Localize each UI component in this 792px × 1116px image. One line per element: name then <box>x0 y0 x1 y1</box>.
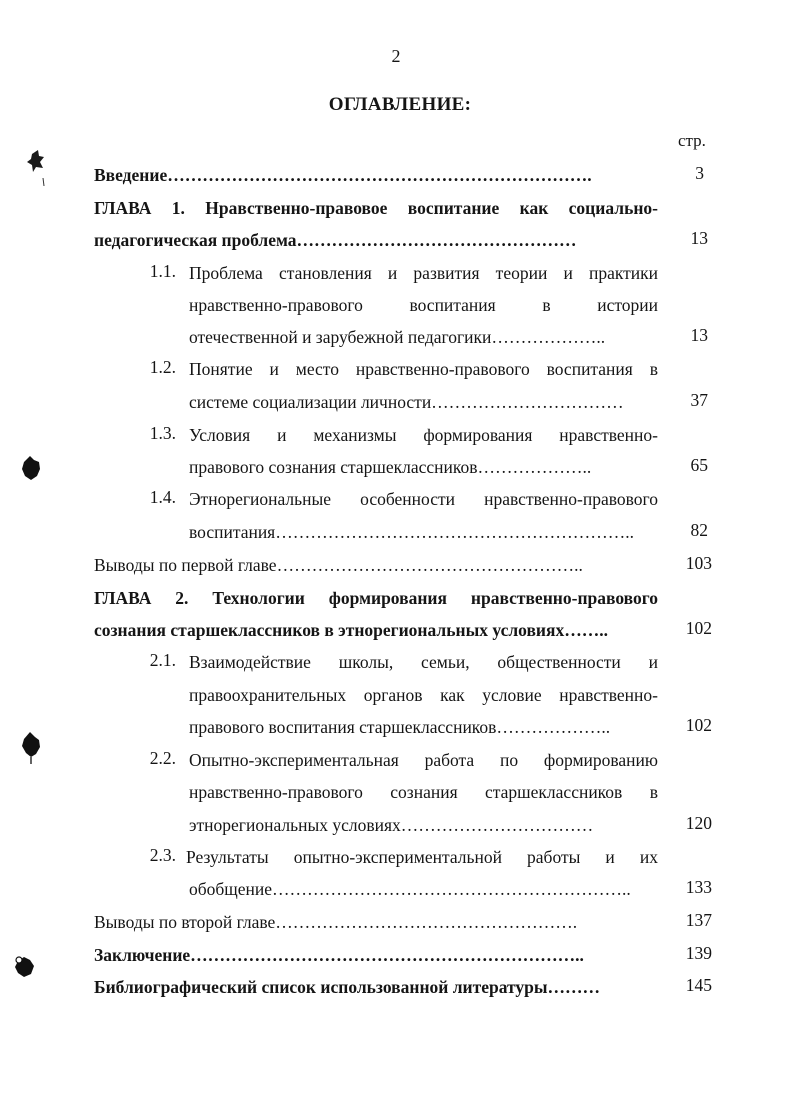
toc-conclusions-chapter-1-page: 103 <box>685 553 712 573</box>
scan-blot <box>20 456 44 486</box>
toc-chapter-2-line-1[interactable]: ГЛАВА 2. Технологии формирования нравственно-правового <box>94 588 658 608</box>
toc-bibliography-page: 145 <box>685 975 712 995</box>
scan-blot <box>26 150 48 190</box>
toc-section-1-4-line-1[interactable]: Этнорегиональные особенности нравственно-правового <box>189 489 658 509</box>
toc-chapter-1-line-1[interactable]: ГЛАВА 1. Нравственно-правовое воспитание как социально- <box>94 198 658 218</box>
pages-column-label: стр. <box>678 131 706 150</box>
toc-conclusions-chapter-1[interactable]: Выводы по первой главе…………………………………………….. <box>94 555 583 575</box>
toc-conclusions-chapter-2-page: 137 <box>685 910 712 930</box>
toc-section-2-2-line-1[interactable]: Опытно-экспериментальная работа по формированию <box>189 750 658 770</box>
toc-chapter-1-line-2[interactable]: педагогическая проблема………………………………………… <box>94 230 577 250</box>
toc-section-2-1-line-2[interactable]: правоохранительных органов как условие нравственно- <box>189 685 658 705</box>
page-title: ОГЛАВЛЕНИЕ: <box>328 94 472 115</box>
toc-section-1-1-number: 1.1. <box>149 261 176 281</box>
toc-section-2-3-line-2[interactable]: обобщение…………………………………………………….. <box>189 879 631 899</box>
toc-conclusion[interactable]: Заключение………………………………………………………….. <box>94 945 584 965</box>
toc-section-1-2-number: 1.2. <box>149 357 176 377</box>
toc-section-2-3-page: 133 <box>685 877 712 897</box>
toc-section-2-2-number: 2.2. <box>149 748 176 768</box>
toc-section-1-1-line-2[interactable]: нравственно-правового воспитания в истории <box>189 295 658 315</box>
toc-section-2-3-number: 2.3. <box>149 845 176 865</box>
toc-section-1-1-page: 13 <box>690 325 708 345</box>
toc-section-2-1-line-3[interactable]: правового воспитания старшеклассников……………….. <box>189 717 611 737</box>
toc-section-1-4-number: 1.4. <box>149 487 176 507</box>
toc-section-1-1-line-3[interactable]: отечественной и зарубежной педагогики……………….. <box>189 327 606 347</box>
toc-bibliography[interactable]: Библиографический список использованной литературы……… <box>94 977 601 997</box>
toc-section-2-1-line-1[interactable]: Взаимодействие школы, семьи, общественности и <box>189 652 658 672</box>
toc-section-1-4-line-2[interactable]: воспитания…………………………………………………….. <box>189 522 634 542</box>
toc-section-2-2-page: 120 <box>685 813 712 833</box>
toc-chapter-2-page: 102 <box>685 618 712 638</box>
toc-chapter-1-page: 13 <box>690 228 708 248</box>
toc-conclusions-chapter-2[interactable]: Выводы по второй главе……………………………………………. <box>94 912 578 932</box>
toc-intro[interactable]: Введение………………………………………………………………. <box>94 165 592 185</box>
toc-chapter-2-line-2[interactable]: сознания старшеклассников в этнорегиональных условиях…….. <box>94 620 608 640</box>
toc-section-2-1-page: 102 <box>685 715 712 735</box>
toc-section-1-3-line-1[interactable]: Условия и механизмы формирования нравственно- <box>189 425 658 445</box>
toc-section-1-2-line-1[interactable]: Понятие и место нравственно-правового воспитания в <box>189 359 658 379</box>
toc-section-2-2-line-2[interactable]: нравственно-правового сознания старшеклассников в <box>189 782 658 802</box>
toc-section-2-3-line-1[interactable]: Результаты опытно-экспериментальной работы и их <box>186 847 658 867</box>
toc-conclusion-page: 139 <box>685 943 712 963</box>
scan-blot <box>12 955 38 983</box>
toc-section-1-2-page: 37 <box>690 390 708 410</box>
toc-section-1-3-page: 65 <box>690 455 708 475</box>
toc-section-2-1-number: 2.1. <box>149 650 176 670</box>
page-number: 2 <box>391 46 401 66</box>
toc-section-2-2-line-3[interactable]: этнорегиональных условиях…………………………… <box>189 815 594 835</box>
scan-blot <box>20 732 44 766</box>
toc-section-1-2-line-2[interactable]: системе социализации личности…………………………… <box>189 392 624 412</box>
toc-section-1-1-line-1[interactable]: Проблема становления и развития теории и практики <box>189 263 658 283</box>
toc-intro-page: 3 <box>695 163 704 183</box>
toc-section-1-3-number: 1.3. <box>149 423 176 443</box>
toc-section-1-3-line-2[interactable]: правового сознания старшеклассников……………….. <box>189 457 592 477</box>
toc-section-1-4-page: 82 <box>690 520 708 540</box>
